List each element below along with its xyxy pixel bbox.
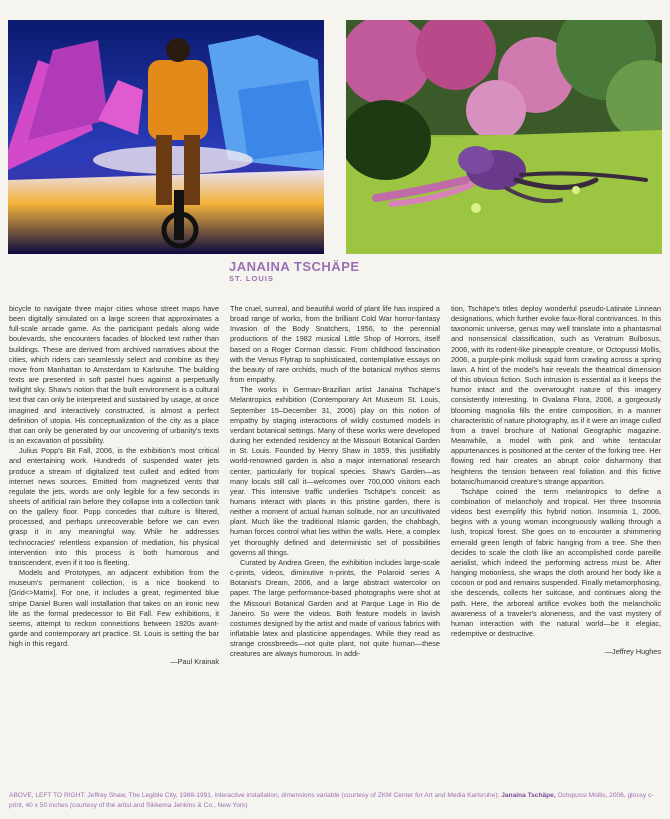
paragraph: The works in German-Brazilian artist Janaina Tschäpe's Melantropics exhibition (Contemporary Art Museum St. Louis, September 15–December 31, 2006) play on this notion of empathy by staging interactions of wildly costumed models in verdant botanical settings. Many of these works were developed during her extended residency at the Missouri Botanical Garden in St. Louis. Founded by Henry Shaw in 1859, this justifiably world-renowned garden is also a major international research center, particularly for tropical species. Shaw's Garden—as many locals still call it—welcomes over 700,000 visitors each year. This intensive traffic underlies Tschäpe's conceit: as humans interact with plants in this pristine garden, there is neither a moment of actual human solitude, nor an uncultivated plant. Much like the traditional Islamic garden, the chahbagh, human forces control what lies within the walls. Here, a complex yet thoroughly defined and deterministic set of possibilities governs all things.: [230, 385, 440, 557]
caption-artist: Janaina Tschäpe,: [501, 792, 556, 799]
paragraph: tion, Tschäpe's titles deploy wonderful pseudo-Latinate Linnean designations, which further evoke faux-floral contrivances. In this taxonomic universe, genus may well translate into a phantasmal and nonsensical classification, such as Veratrum Bulbosus, 2006, with its rodent-like pineapple creature, or Octopussi Mollis, 2006, a purple-pink mollusk squid form crawling across a spring lawn. A hint of the model's hair reveals the theatrical dimension of this obvious fiction. Such intrusion is essential as it keeps the humor intact and the overwrought nature of this imagery consistently interesting. In Ovalana Flora, 2006, a gorgeously blooming magnolia fills the entire composition, in a manner characteristic of nature photography, as if it were an image culled from a travel brochure of National Geographic magazine. Meanwhile, a model with pink and white tentacular appurtenances is positioned at the center of the forking tree. Her flowing red hair creates an abrupt color disharmony that heightens the tension between real foliation and this fictive botanic/humanoid creature's strange apparition.: [451, 304, 661, 486]
paragraph: Julius Popp's Bit Fall, 2006, is the exhibition's most critical and entertaining work. Hundreds of suspended water jets produce a stream of digitalized text culled and edited from internet news sources. Emitted from magnetized vents that regulate the jets, words are only legible for a few seconds in sheets of artificial rain before they collapse into a collection tank on the gallery floor. Popp concedes that culture is filtered, processed, and perhaps unrecoverable before we can even grasp it in any meaningful way. While he addresses technocracies' relentless expansion of mediation, his physical intervention into this process is both humorous and transcendent, even if it too is fleeting.: [9, 446, 219, 567]
city-name: ST. LOUIS: [229, 274, 274, 283]
artist-name: JANAINA TSCHÄPE: [229, 259, 360, 274]
review-heading: [229, 259, 429, 284]
caption-tail: Octopussi Mollis, 2006, glossy c-print, 40 x 50 inches (courtesy of the artist and Sikkema Jenkins & Co., New York): [9, 792, 654, 809]
photo-legible-city: [8, 20, 324, 254]
paragraph: Tschäpe coined the term melantropics to define a combination of melancholy and tropical. Her three Insomnia videos best exemplify this hybrid notion. Insomnia 1, 2006, begins with a young woman incongruously walking through a lush, tropical forest. She goes on to encounter a shimmering emerald green length of fabric hanging from a tree. She then decides to scale the cloth like an accomplished corde pareille aerialist, which indeed the performing actress must be. After hanging motionless, she wraps the cloth around her body like a cocoon or pod and remains suspended. Finally metamorphosing, she descends, collects her suitcase, and continues along the path. Here, the arboreal artifice evokes both the melancholic awareness of a traveler's aloneness, and the vast mystery of human interaction with the natural world—be it elegiac, redemptive or destructive.: [451, 486, 661, 638]
text-column-1: [9, 304, 219, 667]
paragraph: bicycle to navigate three major cities whose street maps have been digitally simulated on a large screen that approximates a full-scale arcade game. As the participant pedals along wide boulevards, she encounters facades of blocked text rather than buildings. These are derived from archived narratives about the cities, which riders can seamlessly select and combine as they move from Manhattan to Amsterdam to Karlsruhe. The building texts are presented in soft pastel hues against a perpetually twilight sky. Shaw's notion that the built environment is a cultural text that can only be interpreted and sustained by usage, at once imagined and interactively constructed, is almost a perfect definition of utopia. His conceptualization of the city as a place that can only be generated by our uncovering of urbanity's texts is an excavation of possibility.: [9, 304, 219, 446]
photo-caption: [9, 791, 661, 810]
caption-lead: ABOVE, LEFT TO RIGHT: Jeffrey Shaw, The Legible City, 1988-1991, interactive installation, dimensions variable (courtesy of ZKM Center for Art and Media Karlsruhe);: [9, 792, 502, 799]
text-column-2: [230, 304, 440, 659]
text-column-3: [451, 304, 661, 657]
paragraph: The cruel, surreal, and beautiful world of plant life has inspired a broad range of works, from the brilliant Cold War horror-fantasy Invasion of the Body Snatchers, 1956, to the perennial productions of the 1982 musical Little Shop of Horrors, itself based on a Roger Corman classic. From childhood fascination with the Venus Flytrap to sophisticated, contemplative essays on the beauty of rare orchids, much of the botanical mythos stems from empathy.: [230, 304, 440, 385]
author-signature: —Jeffrey Hughes: [604, 647, 661, 657]
paragraph: Curated by Andrea Green, the exhibition includes large-scale c-prints, videos, diminutive n-prints, the Polaroid series A Botanist's Dream, 2006, and a large abstract watercolor on paper. The large performance-based photographs were shot at the Missouri Botanical Garden and at Parque Lage in Rio de Janeiro. So were the videos. Both feature models in lavish costumes designed by the artist and made of various fabrics with inflatable latex and plasticine appendages. While they read as strange crossbreeds—not quite plant, not quite human—these creatures are always humorous. In addi-: [230, 557, 440, 659]
photo-octopussi-mollis: [346, 20, 662, 254]
paragraph: Models and Prototypes, an adjacent exhibition from the museum's permanent collection, is a nice bookend to [Grid<>Matrix]. For one, it includes a great, regimented blue stripe Daniel Buren wall installation that takes on an ironic new life as the formal predecessor to Bit Fall. Few exhibitions, it seems, attempt to reckon connections between 1920s avant-garde and contemporary art practice. St. Louis is setting the bar high in this regard.: [9, 568, 219, 649]
author-signature: —Paul Krainak: [170, 657, 219, 667]
